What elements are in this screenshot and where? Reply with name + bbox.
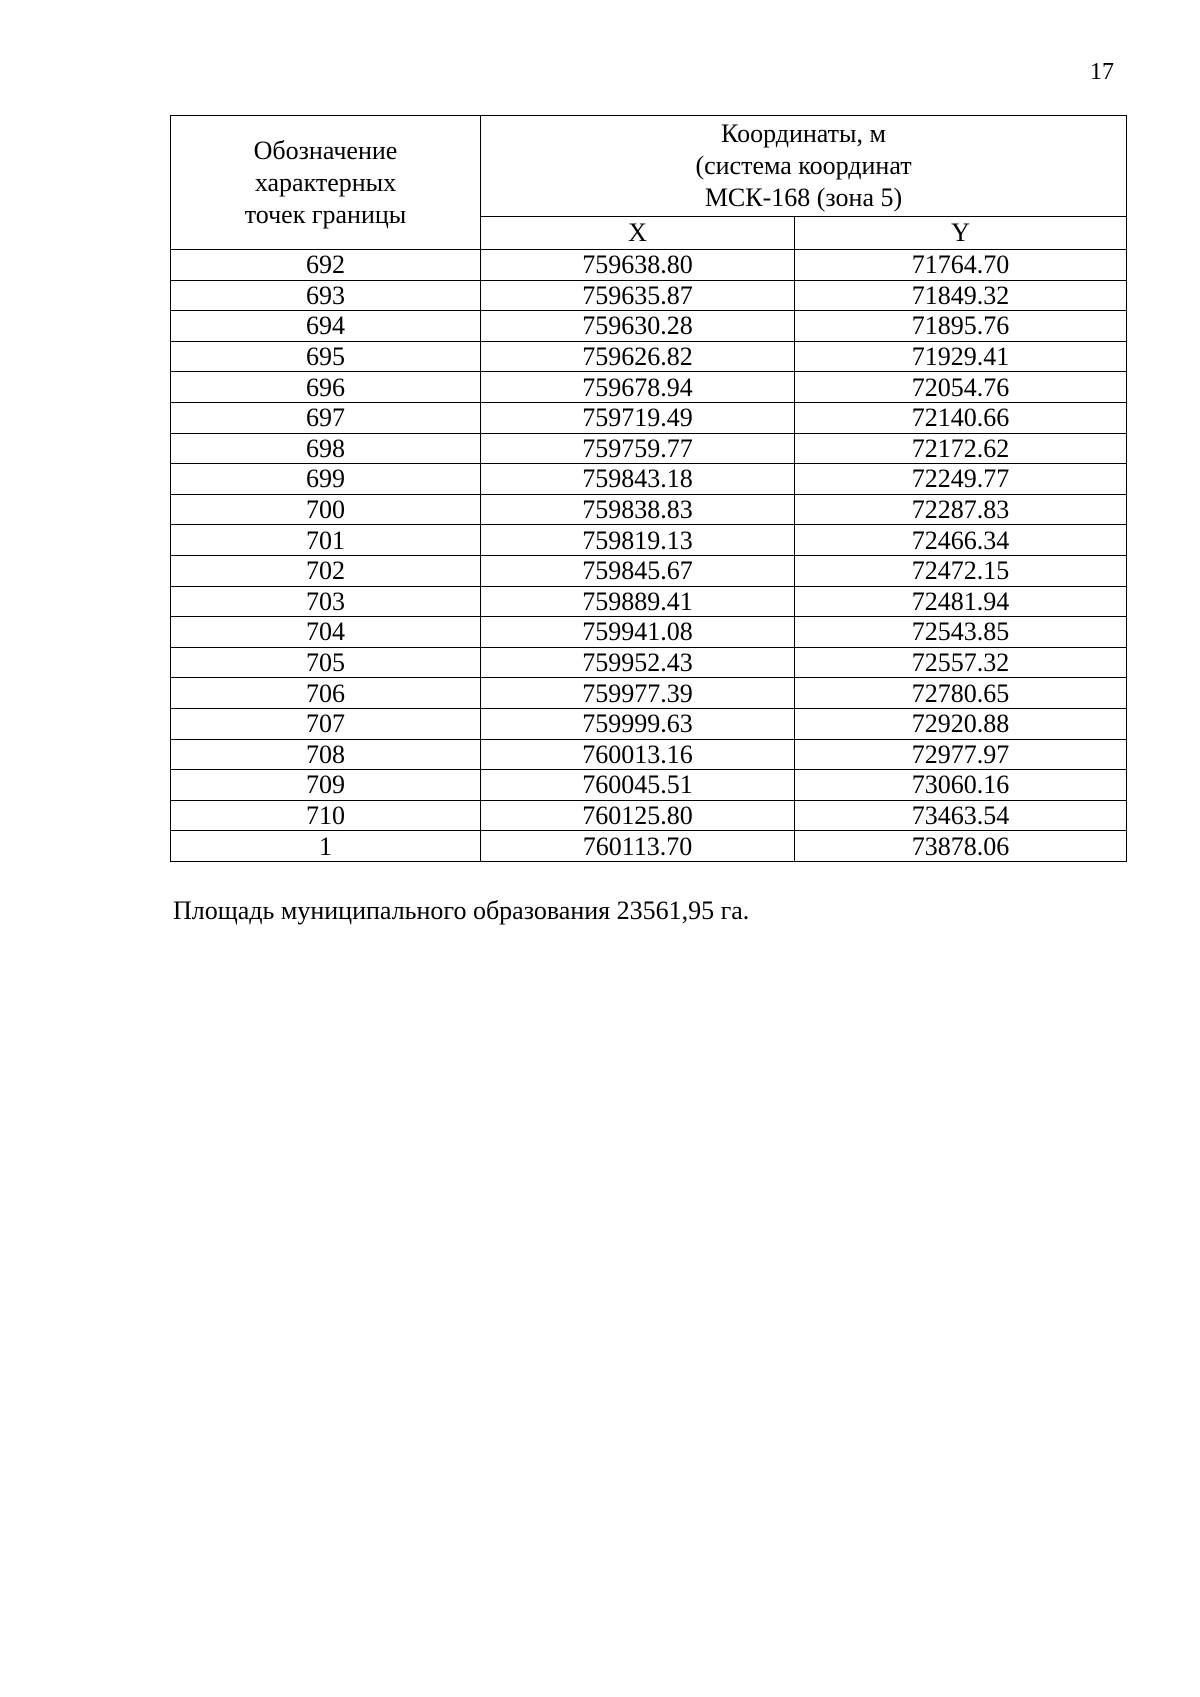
header-y: Y — [795, 217, 1127, 250]
cell-point: 692 — [171, 250, 481, 281]
cell-y: 72472.15 — [795, 555, 1127, 586]
cell-x: 759843.18 — [481, 464, 795, 495]
cell-x: 759845.67 — [481, 555, 795, 586]
cell-y: 72780.65 — [795, 678, 1127, 709]
cell-x: 760013.16 — [481, 739, 795, 770]
cell-x: 759678.94 — [481, 372, 795, 403]
cell-point: 702 — [171, 555, 481, 586]
table-body — [171, 250, 1127, 862]
cell-point: 709 — [171, 770, 481, 801]
table-row — [171, 617, 1127, 648]
cell-y: 71895.76 — [795, 311, 1127, 342]
cell-point: 694 — [171, 311, 481, 342]
cell-y: 72054.76 — [795, 372, 1127, 403]
table-row — [171, 494, 1127, 525]
table-row — [171, 372, 1127, 403]
cell-point: 700 — [171, 494, 481, 525]
cell-x: 759889.41 — [481, 586, 795, 617]
cell-y: 72466.34 — [795, 525, 1127, 556]
area-statement: Площадь муниципального образования 23561,95 га. — [173, 896, 750, 925]
cell-y: 72249.77 — [795, 464, 1127, 495]
cell-x: 759819.13 — [481, 525, 795, 556]
cell-point: 710 — [171, 800, 481, 831]
table-row — [171, 525, 1127, 556]
cell-y: 72543.85 — [795, 617, 1127, 648]
table-header — [171, 116, 1127, 250]
cell-y: 71849.32 — [795, 280, 1127, 311]
cell-y: 71929.41 — [795, 341, 1127, 372]
cell-y: 72557.32 — [795, 647, 1127, 678]
cell-x: 759719.49 — [481, 402, 795, 433]
cell-y: 72920.88 — [795, 708, 1127, 739]
cell-x: 759638.80 — [481, 250, 795, 281]
cell-y: 71764.70 — [795, 250, 1127, 281]
cell-x: 759977.39 — [481, 678, 795, 709]
table-row — [171, 311, 1127, 342]
cell-x: 760045.51 — [481, 770, 795, 801]
cell-point: 701 — [171, 525, 481, 556]
cell-point: 704 — [171, 617, 481, 648]
cell-y: 73463.54 — [795, 800, 1127, 831]
header-coordinates: Координаты, м (система координат МСК-168 (зона 5) — [481, 116, 1127, 217]
table-row — [171, 402, 1127, 433]
header-point-designation: Обозначение характерных точек границы — [171, 116, 481, 250]
cell-point: 699 — [171, 464, 481, 495]
cell-point: 693 — [171, 280, 481, 311]
table-row — [171, 433, 1127, 464]
table-row — [171, 250, 1127, 281]
table-row — [171, 831, 1127, 862]
cell-point: 703 — [171, 586, 481, 617]
cell-point: 705 — [171, 647, 481, 678]
cell-point: 697 — [171, 402, 481, 433]
cell-y: 73878.06 — [795, 831, 1127, 862]
cell-x: 760125.80 — [481, 800, 795, 831]
table-row — [171, 708, 1127, 739]
cell-point: 708 — [171, 739, 481, 770]
table-row — [171, 678, 1127, 709]
header-x: X — [481, 217, 795, 250]
cell-x: 759952.43 — [481, 647, 795, 678]
cell-y: 72977.97 — [795, 739, 1127, 770]
cell-x: 759941.08 — [481, 617, 795, 648]
table-row — [171, 647, 1127, 678]
cell-y: 72140.66 — [795, 402, 1127, 433]
table-row — [171, 586, 1127, 617]
page-number: 17 — [1090, 59, 1114, 85]
table-row — [171, 555, 1127, 586]
cell-x: 760113.70 — [481, 831, 795, 862]
cell-point: 707 — [171, 708, 481, 739]
table-row — [171, 464, 1127, 495]
cell-point: 1 — [171, 831, 481, 862]
cell-y: 72287.83 — [795, 494, 1127, 525]
table-row — [171, 280, 1127, 311]
cell-x: 759635.87 — [481, 280, 795, 311]
cell-y: 72481.94 — [795, 586, 1127, 617]
cell-x: 759630.28 — [481, 311, 795, 342]
cell-point: 698 — [171, 433, 481, 464]
table-row — [171, 800, 1127, 831]
cell-x: 759626.82 — [481, 341, 795, 372]
cell-y: 73060.16 — [795, 770, 1127, 801]
table-row — [171, 739, 1127, 770]
cell-point: 706 — [171, 678, 481, 709]
coordinates-table — [170, 115, 1127, 862]
cell-x: 759999.63 — [481, 708, 795, 739]
cell-point: 696 — [171, 372, 481, 403]
cell-x: 759759.77 — [481, 433, 795, 464]
table-row — [171, 770, 1127, 801]
cell-y: 72172.62 — [795, 433, 1127, 464]
cell-point: 695 — [171, 341, 481, 372]
cell-x: 759838.83 — [481, 494, 795, 525]
table-row — [171, 341, 1127, 372]
